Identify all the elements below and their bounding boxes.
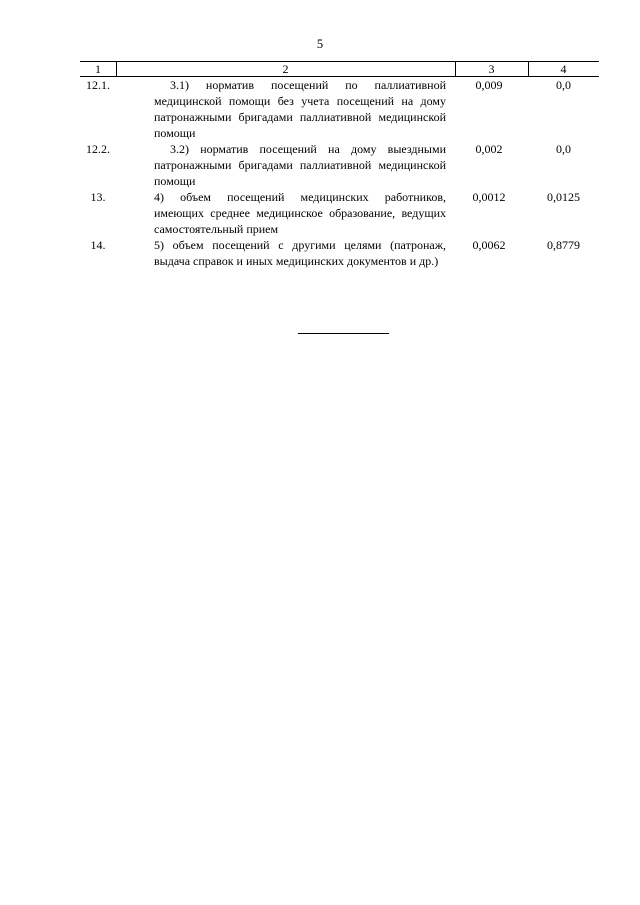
row-number: 13. <box>90 190 106 204</box>
row-description: 3.1) норматив посещений по паллиативной медицинской помощи без учета посещений на дому патронажными бригадами паллиативной медицинской помощи <box>154 78 446 140</box>
row-value-4: 0,0 <box>556 142 571 156</box>
row-value-4: 0,0125 <box>547 190 580 204</box>
column-header-2: 2 <box>282 62 289 76</box>
row-value-3: 0,0012 <box>472 190 506 204</box>
column-header-1: 1 <box>95 62 101 76</box>
data-table <box>80 61 599 285</box>
end-divider-line <box>298 333 389 334</box>
table-row <box>80 141 599 189</box>
row-description: 5) объем посещений с другими целями (патронаж, выдача справок и иных медицинских документов и др.) <box>154 238 446 268</box>
table-header-row <box>80 61 599 77</box>
column-header-4: 4 <box>560 62 567 76</box>
page-number: 5 <box>316 37 324 51</box>
table-row <box>80 237 599 285</box>
table-row <box>80 189 599 237</box>
row-value-4: 0,0 <box>556 78 571 92</box>
row-value-4: 0,8779 <box>547 238 580 252</box>
row-value-3: 0,009 <box>475 78 503 92</box>
column-header-3: 3 <box>488 62 495 76</box>
row-value-3: 0,0062 <box>472 238 506 252</box>
row-description: 3.2) норматив посещений на дому выездными патронажными бригадами паллиативной медицинской помощи <box>154 142 446 188</box>
table-row <box>80 77 599 141</box>
row-value-3: 0,002 <box>475 142 503 156</box>
row-number: 14. <box>90 238 106 252</box>
row-number: 12.1. <box>86 78 110 92</box>
row-description: 4) объем посещений медицинских работников, имеющих среднее медицинское образование, ведущих самостоятельный прием <box>154 190 446 236</box>
row-number: 12.2. <box>86 142 110 156</box>
